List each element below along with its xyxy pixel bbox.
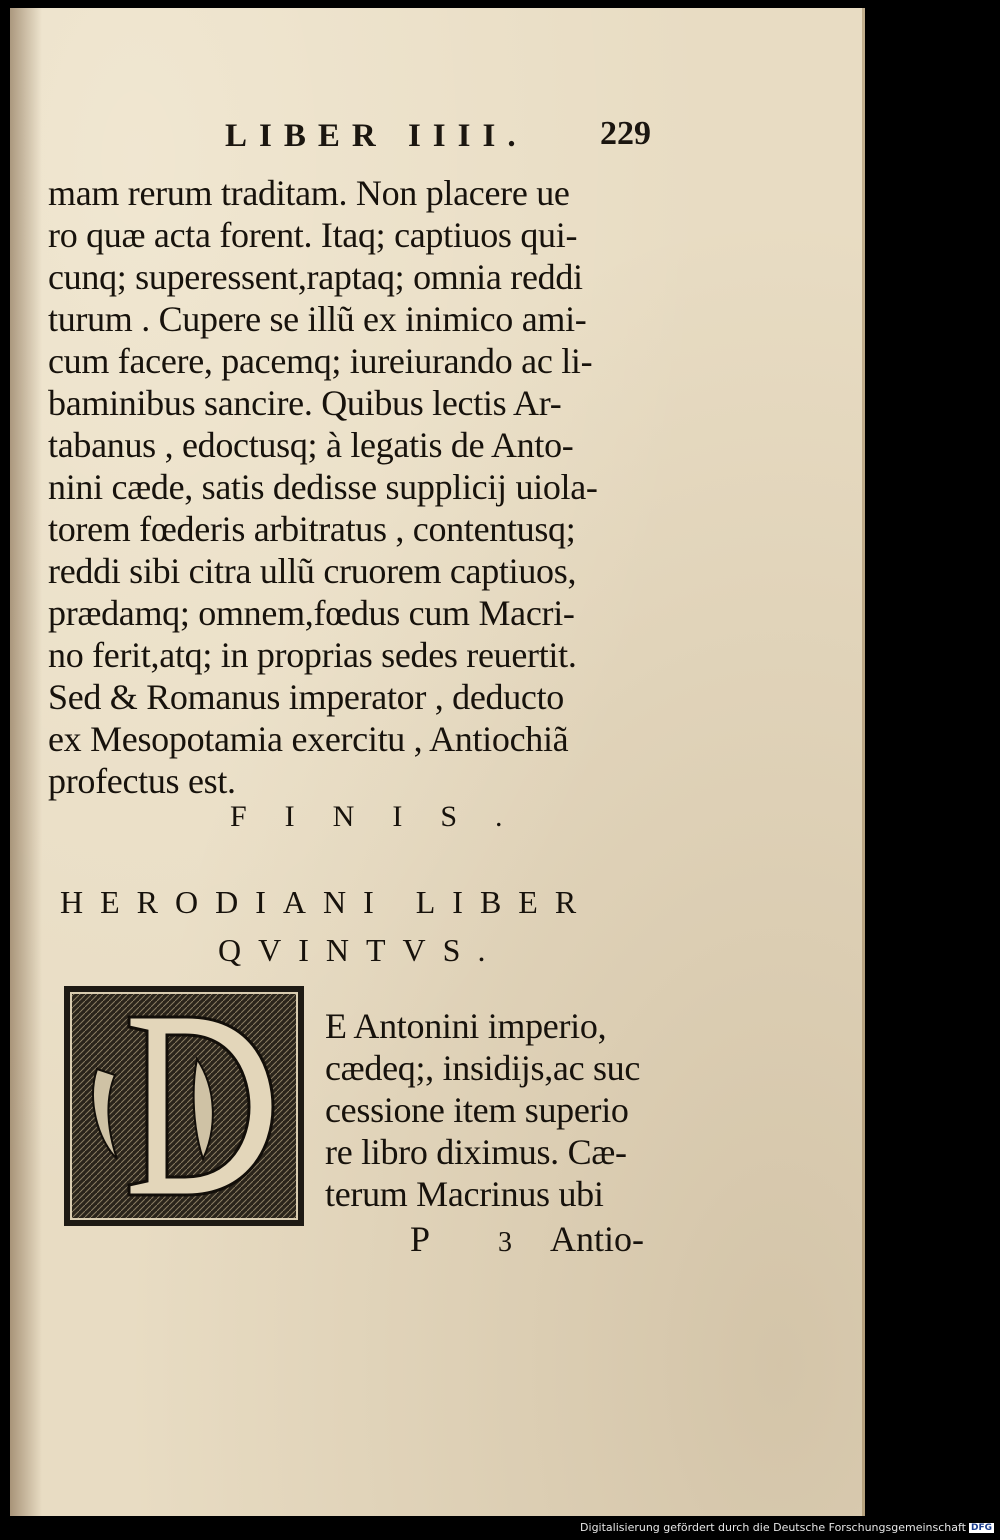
running-head: LIBER IIII.	[225, 118, 528, 154]
text-line: Sed & Romanus imperator , deducto	[48, 677, 565, 717]
body-text	[48, 172, 668, 802]
text-line: prædamq; omnem,fœdus cum Macri-	[48, 593, 575, 633]
digitization-credit	[580, 1521, 994, 1534]
text-line: cædeq;, insidijs,ac suc	[325, 1048, 641, 1088]
text-line: cum facere, pacemq; iureiurando ac li-	[48, 341, 593, 381]
quire-number: 3	[498, 1227, 512, 1258]
text-line: terum Macrinus ubi	[325, 1174, 604, 1214]
finis-mark: FINIS.	[230, 800, 541, 833]
text-line: E Antonini imperio,	[325, 1006, 607, 1046]
dfg-logo-icon: DFG	[970, 1523, 992, 1533]
text-line: cunq; superessent,raptaq; omnia reddi	[48, 257, 583, 297]
text-line: ro quæ acta forent. Itaq; captiuos qui-	[48, 215, 578, 255]
text-line: re libro diximus. Cæ-	[325, 1132, 627, 1172]
text-line: baminibus sancire. Quibus lectis Ar-	[48, 383, 562, 423]
initial-paragraph	[325, 1005, 670, 1215]
text-line: no ferit,atq; in proprias sedes reuertit.	[48, 635, 577, 675]
ornamental-initial-icon	[64, 986, 304, 1226]
text-line: turum . Cupere se illũ ex inimico ami-	[48, 299, 587, 339]
catchword: Antio-	[550, 1219, 644, 1259]
text-line: profectus est.	[48, 761, 236, 801]
text-line: tabanus , edoctusq; à legatis de Anto-	[48, 425, 574, 465]
signature-mark: P	[410, 1219, 431, 1259]
text-line: cessione item superio	[325, 1090, 629, 1130]
page-number: 229	[600, 115, 651, 152]
catchline	[410, 1218, 644, 1260]
text-line: ex Mesopotamia exercitu , Antiochiã	[48, 719, 569, 759]
text-line: nini cæde, satis dedisse supplicij uiola-	[48, 467, 598, 507]
text-line: mam rerum traditam. Non placere ue	[48, 173, 570, 213]
credit-text: Digitalisierung gefördert durch die Deutsche Forschungsgemeinschaft	[580, 1521, 966, 1534]
book-title: HERODIANI LIBER	[60, 884, 594, 920]
book-subtitle: QVINTVS.	[218, 932, 503, 968]
text-line: reddi sibi citra ullũ cruorem captiuos,	[48, 551, 577, 591]
text-line: torem fœderis arbitratus , contentusq;	[48, 509, 576, 549]
